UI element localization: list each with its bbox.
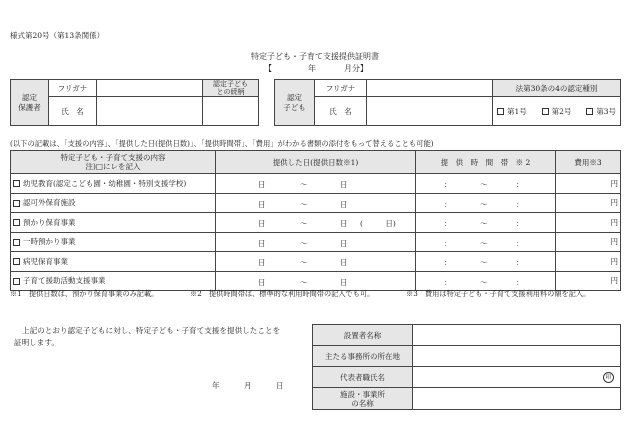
service-cost-cell[interactable] [556, 193, 621, 213]
day-to-label: 日 [340, 238, 348, 248]
service-dates-cell[interactable] [216, 252, 416, 272]
colon-from: ： [444, 277, 452, 287]
form-number: 様式第20号（第13条関係） [10, 31, 105, 40]
tilde-mark: ～ [480, 219, 488, 228]
cert-month-label: 月 [244, 381, 252, 390]
provider-field-address[interactable] [413, 346, 621, 367]
service-row [11, 252, 621, 272]
colon-from: ： [444, 199, 452, 209]
tilde-mark: ～ [480, 277, 488, 287]
service-cost-cell[interactable] [556, 232, 621, 252]
period-open-bracket: 【 [264, 64, 272, 73]
category-option-3[interactable]: 第3号 [586, 106, 616, 117]
colon-to: ： [516, 238, 524, 248]
category-header: 法第30条の4の認定種別 [493, 80, 621, 97]
provider-field-representative[interactable] [413, 367, 621, 388]
service-label-cell[interactable] [11, 232, 216, 252]
category-option-1[interactable]: 第1号 [497, 106, 527, 117]
child-table [274, 79, 621, 126]
note-line: (以下の記載は、「支援の内容」、「提供した日(提供日数)」、「提供時間帯」、「費用」がわかる書類の添付をもって替えることも可能) [10, 139, 434, 148]
guardian-name-field[interactable] [97, 97, 203, 126]
services-table [10, 150, 621, 291]
period-line [250, 63, 380, 75]
period-month-label: 月分】 [344, 64, 368, 73]
service-label-cell[interactable] [11, 213, 216, 233]
child-furigana-field[interactable] [367, 80, 493, 97]
day-from-label: 日 [258, 180, 266, 189]
day-to-label: 日 [340, 180, 348, 189]
child-row-label: 認定 子ども [275, 80, 315, 126]
child-name-label: 氏 名 [315, 97, 367, 126]
days-count: ( 日) [360, 219, 396, 228]
checkbox-icon[interactable] [13, 278, 20, 285]
form-title: 特定子ども・子育て支援提供証明書 [251, 52, 379, 61]
guardian-furigana-label: フリガナ [49, 80, 97, 97]
colon-to: ： [516, 180, 524, 189]
day-to-label: 日 [340, 277, 348, 287]
colon-from: ： [444, 238, 452, 248]
day-from-label: 日 [258, 277, 266, 287]
category-option-2[interactable]: 第2号 [542, 106, 572, 117]
service-cost-cell[interactable] [556, 252, 621, 272]
child-name-field[interactable] [367, 97, 493, 126]
guardian-relation-field[interactable] [203, 97, 259, 126]
service-label-cell[interactable] [11, 193, 216, 213]
colon-from: ： [444, 219, 452, 228]
tilde-mark: ～ [300, 180, 308, 189]
tilde-mark: ～ [480, 180, 488, 189]
guardian-furigana-field[interactable] [97, 80, 203, 97]
colon-to: ： [516, 258, 524, 267]
provider-table [312, 324, 621, 410]
colon-from: ： [444, 180, 452, 189]
service-row [11, 174, 621, 194]
tilde-mark: ～ [480, 199, 488, 209]
yen-label: 円 [610, 237, 618, 247]
service-label-cell[interactable] [11, 252, 216, 272]
certification-text-2: 証明します。 [14, 338, 59, 347]
tilde-mark: ～ [300, 199, 308, 209]
tilde-mark: ～ [480, 258, 488, 267]
service-dates-cell[interactable] [216, 193, 416, 213]
footnote-3: ※3 費用は特定子ども・子育て支援利用料の額を記入。 [406, 289, 591, 298]
child-furigana-label: フリガナ [315, 80, 367, 97]
service-cost-cell[interactable] [556, 174, 621, 194]
tilde-mark: ～ [300, 219, 308, 228]
period-year-label: 年 [308, 64, 316, 73]
service-cost-cell[interactable] [556, 213, 621, 233]
service-cost-cell[interactable] [556, 271, 621, 291]
service-label: 幼児教育(認定こども園・幼稚園・特別支援学校) [23, 178, 187, 188]
service-hours-cell[interactable] [416, 193, 556, 213]
provider-label-establisher: 設置者名称 [313, 325, 413, 346]
yen-label: 円 [610, 276, 618, 286]
seal-mark: 印 [603, 372, 614, 383]
cert-year-label: 年 [212, 381, 220, 390]
service-hours-cell[interactable] [416, 213, 556, 233]
yen-label: 円 [610, 178, 618, 188]
checkbox-icon[interactable] [13, 239, 20, 246]
day-from-label: 日 [258, 258, 266, 267]
tilde-mark: ～ [300, 277, 308, 287]
checkbox-icon[interactable] [13, 219, 20, 226]
day-to-label: 日 [340, 219, 348, 228]
colon-to: ： [516, 219, 524, 228]
footnote-1: ※1 提供日数は、預かり保育事業のみ記載。 [10, 289, 159, 298]
service-row [11, 271, 621, 291]
colon-to: ： [516, 277, 524, 287]
header-content: 特定子ども・子育て支援の内容 注)□にレを記入 [11, 151, 216, 174]
tilde-mark: ～ [480, 238, 488, 248]
service-row [11, 213, 621, 233]
day-to-label: 日 [340, 258, 348, 267]
yen-label: 円 [610, 256, 618, 266]
guardian-name-label: 氏 名 [49, 97, 97, 126]
service-hours-cell[interactable] [416, 271, 556, 291]
checkbox-icon[interactable] [13, 180, 20, 187]
checkbox-icon[interactable] [13, 200, 20, 207]
tilde-mark: ～ [300, 258, 308, 267]
provider-label-facility: 施設・事業所 の名称 [313, 388, 413, 410]
day-from-label: 日 [258, 219, 266, 228]
service-label-cell[interactable] [11, 271, 216, 291]
service-dates-cell[interactable] [216, 213, 416, 233]
category-options [493, 97, 621, 126]
service-hours-cell[interactable] [416, 252, 556, 272]
tilde-mark: ～ [300, 238, 308, 248]
service-label: 認可外保育施設 [23, 198, 76, 208]
service-dates-cell[interactable] [216, 174, 416, 194]
service-label-cell[interactable] [11, 174, 216, 194]
provider-label-address: 主たる事務所の所在地 [313, 346, 413, 367]
certification-text-1: 上記のとおり認定子どもに対し、特定子ども・子育て支援を提供したことを [22, 326, 281, 335]
service-row [11, 193, 621, 213]
checkbox-icon[interactable] [13, 258, 20, 265]
header-hours: 提 供 時 間 帯 ※ 2 [416, 151, 556, 174]
guardian-row-label: 認定 保護者 [11, 80, 49, 126]
cert-day-label: 日 [276, 381, 284, 390]
service-hours-cell[interactable] [416, 174, 556, 194]
guardian-relation-label: 認定子ども との続柄 [203, 80, 259, 97]
guardian-table [10, 79, 259, 126]
service-label: 子育て援助活動支援事業 [23, 276, 106, 286]
colon-from: ： [444, 258, 452, 267]
provider-field-establisher[interactable] [413, 325, 621, 346]
checkbox-icon[interactable] [586, 108, 593, 115]
colon-to: ： [516, 199, 524, 209]
provider-field-facility[interactable] [413, 388, 621, 410]
service-label: 病児保育事業 [23, 256, 68, 266]
service-hours-cell[interactable] [416, 232, 556, 252]
service-label: 預かり保育事業 [23, 217, 76, 227]
checkbox-icon[interactable] [542, 108, 549, 115]
service-row [11, 232, 621, 252]
yen-label: 円 [610, 198, 618, 208]
header-dates: 提供した日(提供日数※1) [216, 151, 416, 174]
provider-label-representative: 代表者職氏名 [313, 367, 413, 388]
checkbox-icon[interactable] [497, 108, 504, 115]
footnote-2: ※2 提供時間帯は、標準的な利用時間帯の記入でも可。 [190, 289, 375, 298]
day-from-label: 日 [258, 238, 266, 248]
day-to-label: 日 [340, 199, 348, 209]
service-dates-cell[interactable] [216, 232, 416, 252]
yen-label: 円 [610, 217, 618, 227]
service-label: 一時預かり事業 [23, 237, 76, 247]
service-dates-cell[interactable] [216, 271, 416, 291]
day-from-label: 日 [258, 199, 266, 209]
header-cost: 費用※3 [556, 151, 621, 174]
